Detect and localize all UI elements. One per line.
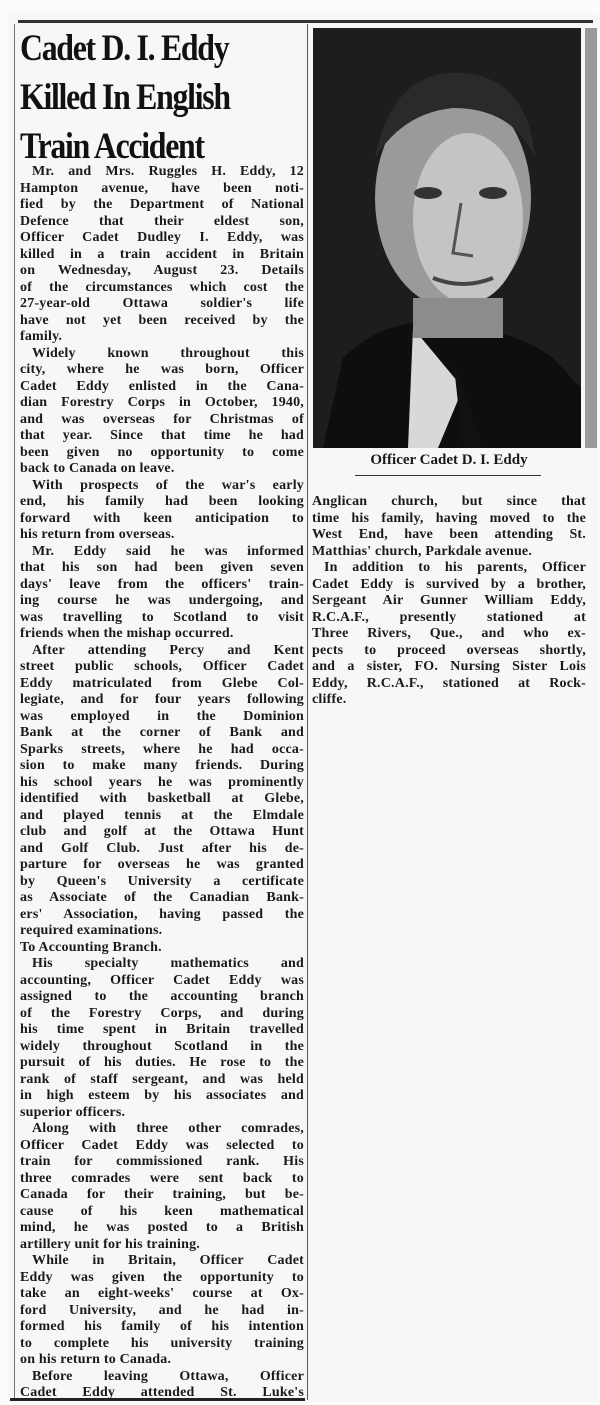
text-line: artillery unit for his training.	[20, 1236, 200, 1252]
text-line: Mr. Eddy said he was informed	[32, 543, 304, 559]
paragraph	[20, 1121, 304, 1253]
text-line: and was overseas for Christmas of	[20, 411, 304, 427]
text-line: parture for overseas he was granted	[20, 857, 304, 872]
text-line: Sergeant Air Gunner William Eddy,	[312, 593, 586, 608]
photo-caption: Officer Cadet D. I. Eddy	[370, 452, 528, 468]
text-line: family.	[20, 329, 63, 344]
subheading	[20, 940, 304, 957]
text-line: of the Forestry Corps, and during	[20, 1005, 304, 1021]
text-line: street public schools, Officer Cadet	[20, 659, 304, 674]
text-line: Defence that their eldest son,	[20, 213, 304, 229]
text-line: sion to make many friends. During	[20, 758, 304, 773]
paragraph	[20, 164, 304, 346]
text-line: Mr. and Mrs. Ruggles H. Eddy, 12	[32, 164, 304, 179]
paragraph	[312, 560, 586, 709]
caption-rule	[355, 475, 541, 476]
text-line: To Accounting Branch.	[20, 939, 162, 955]
text-line: of the circumstances which cost the	[20, 279, 304, 295]
photo-edge	[585, 28, 597, 448]
paragraph	[20, 544, 304, 643]
text-line: club and golf at the Ottawa Hunt	[20, 824, 304, 839]
text-line: assigned to the accounting branch	[20, 989, 304, 1004]
text-line: 27-year-old Ottawa soldier's life	[20, 296, 304, 311]
text-line: Canada for their training, but be-	[20, 1187, 304, 1202]
text-line: have not yet been received by the	[20, 312, 304, 328]
text-line: identified with basketball at Glebe,	[20, 791, 304, 806]
text-line: friends when the mishap occurred.	[20, 626, 234, 641]
text-line: was travelling to Scotland to visit	[20, 609, 304, 625]
text-line: Eddy matriculated from Glebe Col-	[20, 675, 304, 691]
text-line: cause of his keen mathematical	[20, 1203, 304, 1219]
text-line: his return from overseas.	[20, 527, 175, 542]
portrait-icon	[313, 28, 581, 448]
text-line: back to Canada on leave.	[20, 461, 175, 476]
left-column-edge	[14, 24, 15, 1400]
text-line: Cadet Eddy enlisted in the Cana-	[20, 378, 304, 394]
text-line: Officer Cadet Eddy was selected to	[20, 1137, 304, 1153]
headline	[20, 24, 305, 171]
text-line: Cadet Eddy attended St. Luke's	[20, 1385, 304, 1400]
text-line: mind, he was posted to a British	[20, 1220, 304, 1235]
text-line: After attending Percy and Kent	[32, 642, 304, 658]
top-rule	[18, 20, 593, 23]
text-line: end, his family had been looking	[20, 494, 304, 509]
text-line: forward with keen anticipation to	[20, 510, 304, 526]
text-line: three comrades were sent back to	[20, 1170, 304, 1186]
paragraph	[20, 346, 304, 478]
text-line: required examinations.	[20, 923, 163, 938]
text-line: Bank at the corner of Bank and	[20, 725, 304, 740]
text-line: fied by the Department of National	[20, 197, 304, 212]
text-line: widely throughout Scotland in the	[20, 1038, 304, 1054]
text-line: Cadet Eddy is survived by a brother,	[312, 576, 586, 592]
text-line: his school years he was prominently	[20, 774, 304, 790]
text-line: In addition to his parents, Officer	[324, 560, 586, 575]
text-line: ing course he was undergoing, and	[20, 593, 304, 608]
text-line: Sparks streets, where he had occa-	[20, 741, 304, 757]
text-line: to complete his university training	[20, 1335, 304, 1351]
text-line: Along with three other comrades,	[32, 1121, 304, 1136]
text-line: Three Rivers, Que., and who ex-	[312, 626, 586, 641]
text-line: that his son had been given seven	[20, 560, 304, 575]
text-line: time his family, having moved to the	[312, 510, 586, 526]
text-line: While in Britain, Officer Cadet	[32, 1253, 304, 1268]
paragraph	[20, 478, 304, 544]
text-line: been given no opportunity to come	[20, 444, 304, 460]
text-line: Eddy, R.C.A.F., stationed at Rock-	[312, 675, 586, 691]
text-line: Officer Cadet Dudley I. Eddy, was	[20, 230, 304, 245]
text-line: take an eight-weeks' course at Ox-	[20, 1286, 304, 1301]
text-line: pects to proceed overseas shortly,	[312, 642, 586, 658]
text-line: pursuit of his duties. He rose to the	[20, 1055, 304, 1070]
text-line: ers' Association, having passed the	[20, 906, 304, 922]
article-body-right	[312, 494, 586, 709]
text-line: With prospects of the war's early	[32, 477, 304, 493]
text-line: on Wednesday, August 23. Details	[20, 263, 304, 278]
portrait-photo	[313, 28, 581, 448]
text-line: and played tennis at the Elmdale	[20, 807, 304, 823]
text-line: Before leaving Ottawa, Officer	[32, 1368, 304, 1384]
paragraph	[20, 1253, 304, 1369]
column-rule	[307, 24, 308, 1400]
text-line: on his return to Canada.	[20, 1352, 172, 1367]
text-line: Matthias' church, Parkdale avenue.	[312, 543, 533, 559]
paragraph	[312, 494, 586, 560]
text-line: killed in a train accident in Britain	[20, 246, 304, 262]
text-line: was employed in the Dominion	[20, 708, 304, 724]
text-line: formed his family of his intention	[20, 1319, 304, 1334]
text-line: Widely known throughout this	[32, 345, 304, 361]
text-line: ford University, and he had in-	[20, 1302, 304, 1318]
text-line: His specialty mathematics and	[32, 956, 304, 971]
article-body-left	[20, 164, 304, 1402]
paragraph	[20, 643, 304, 940]
text-line: train for commissioned rank. His	[20, 1154, 304, 1169]
text-line: accounting, Officer Cadet Eddy was	[20, 972, 304, 988]
text-line: as Associate of the Canadian Bank-	[20, 890, 304, 905]
text-line: and a sister, FO. Nursing Sister Lois	[312, 659, 586, 674]
text-line: dian Forestry Corps in October, 1940,	[20, 395, 304, 410]
text-line: R.C.A.F., presently stationed at	[312, 609, 586, 625]
text-line: legiate, and for four years following	[20, 692, 304, 707]
headline-line: Killed In English	[20, 77, 230, 118]
text-line: West End, have been attending St.	[312, 527, 586, 542]
text-line: his time spent in Britain travelled	[20, 1022, 304, 1037]
text-line: Anglican church, but since that	[312, 494, 586, 509]
text-line: Hampton avenue, have been noti-	[20, 180, 304, 196]
text-line: rank of staff sergeant, and was held	[20, 1071, 304, 1087]
text-line: city, where he was born, Officer	[20, 362, 304, 377]
text-line: days' leave from the officers' train-	[20, 576, 304, 592]
text-line: that year. Since that time he had	[20, 428, 304, 443]
paragraph	[20, 1369, 304, 1402]
text-line: Eddy was given the opportunity to	[20, 1269, 304, 1285]
text-line: cliffe.	[312, 692, 347, 707]
text-line: by Queen's University a certificate	[20, 873, 304, 889]
paragraph	[20, 956, 304, 1121]
headline-line: Cadet D. I. Eddy	[20, 28, 229, 69]
headline-line: Train Accident	[20, 126, 204, 167]
text-line: and Golf Club. Just after his de-	[20, 840, 304, 856]
text-line: in high esteem by his associates and	[20, 1088, 304, 1103]
text-line: superior officers.	[20, 1104, 126, 1120]
